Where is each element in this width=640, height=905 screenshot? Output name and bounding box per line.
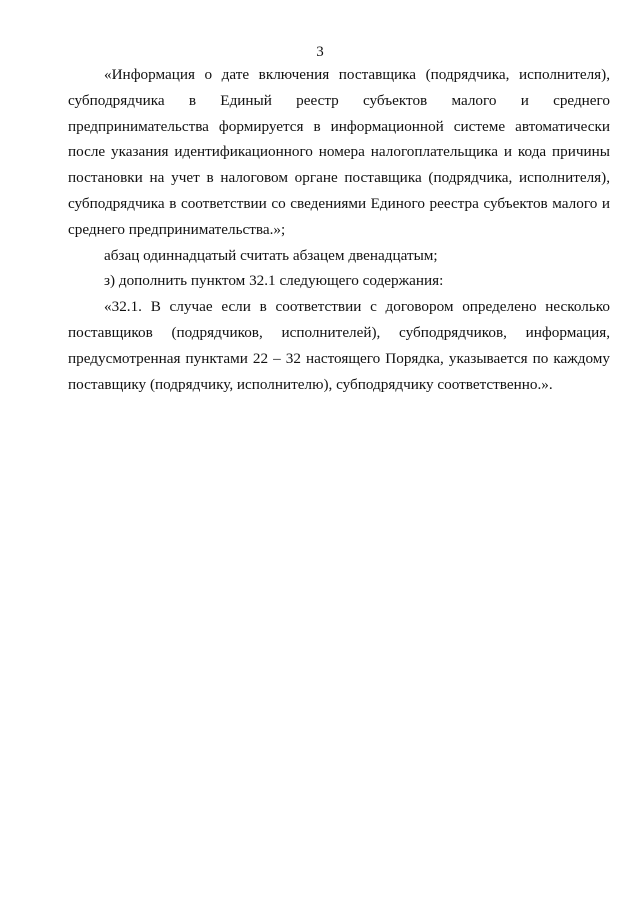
paragraph-info-date: «Информация о дате включения поставщика (подрядчика, исполнителя), субподрядчика в Единый реестр субъектов малого и среднего предпринимательства формируется в информационной системе автоматически после указания идентификационного номера налогоплательщика и кода причины постановки на учет в налоговом органе поставщика (подрядчика, исполнителя), субподрядчика в соответствии со сведениями Единого реестра субъектов малого и среднего предпринимательства.»; [68,66,610,238]
paragraph-clause-32-1: «32.1. В случае если в соответствии с договором определено несколько поставщиков (подрядчиков, исполнителей), субподрядчиков, информация, предусмотренная пунктами 22 – 32 настоящего Порядка, указывается по каждому поставщику (подрядчику, исполнителю), субподрядчику соответственно.». [68,298,610,393]
document-body [68,62,610,397]
paragraph-add-clause: з) дополнить пунктом 32.1 следующего содержания: [104,272,444,290]
page-number: 3 [316,44,324,60]
paragraph-renumber: абзац одиннадцатый считать абзацем двенадцатым; [104,246,438,264]
